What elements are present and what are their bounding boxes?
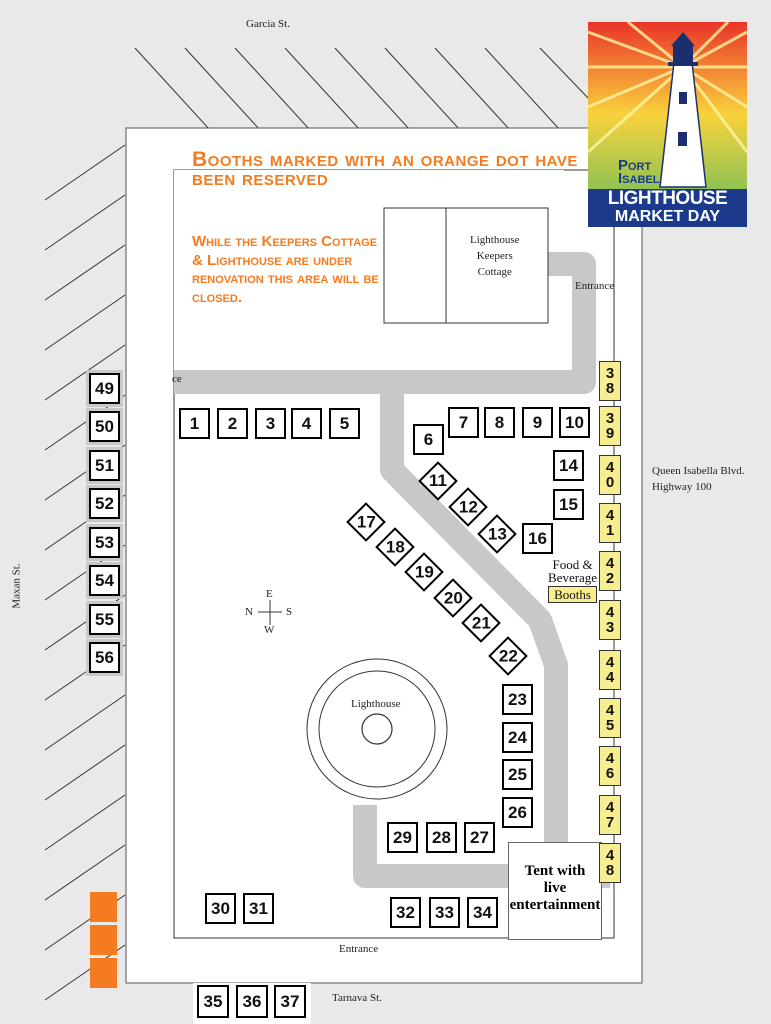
booth[interactable]: 36 xyxy=(236,985,268,1018)
booth[interactable]: 14 xyxy=(553,450,584,481)
booth[interactable]: 32 xyxy=(390,897,421,928)
compass-s: S xyxy=(286,606,293,618)
booth[interactable]: 18 xyxy=(375,527,415,567)
compass-n: N xyxy=(245,606,253,618)
booth[interactable]: 16 xyxy=(522,523,553,554)
booth[interactable]: 11 xyxy=(418,461,458,501)
food-booth[interactable]: 3 8 xyxy=(599,361,621,401)
booth[interactable]: 26 xyxy=(502,797,533,828)
food-beverage-label: Food & Beverage Booths xyxy=(548,557,598,602)
food-booth[interactable]: 4 6 xyxy=(599,746,621,786)
booth[interactable]: 50 xyxy=(89,411,120,442)
logo-market-day: MARKET DAY xyxy=(614,208,721,225)
booth[interactable]: 51 xyxy=(89,450,120,481)
booth[interactable]: 23 xyxy=(502,684,533,715)
booth[interactable]: 7 xyxy=(448,407,479,438)
booth[interactable]: 28 xyxy=(426,822,457,853)
booth[interactable]: 29 xyxy=(387,822,418,853)
street-label-west: Maxan St. xyxy=(10,563,23,609)
entertainment-tent: Tent with live entertainment xyxy=(508,842,602,940)
food-booth[interactable]: 4 5 xyxy=(599,698,621,738)
booth[interactable]: 10 xyxy=(559,407,590,438)
booth[interactable]: 53 xyxy=(89,527,120,558)
food-booths-tag: Booths xyxy=(548,586,597,603)
booth[interactable]: 2 xyxy=(217,408,248,439)
logo-lighthouse: LIGHTHOUSE xyxy=(607,188,728,209)
booth[interactable]: 34 xyxy=(467,897,498,928)
reserved-marker xyxy=(90,925,117,955)
booth[interactable]: 31 xyxy=(243,893,274,924)
booth[interactable]: 5 xyxy=(329,408,360,439)
entrance-east-label: Entrance xyxy=(575,280,615,292)
booth[interactable]: 27 xyxy=(464,822,495,853)
closed-area-notice: While the Keepers Cottage & Lighthouse are under renovation this area will be closed. xyxy=(192,233,379,306)
booth[interactable]: 56 xyxy=(89,642,120,673)
logo-isabel: Isabel xyxy=(618,170,660,187)
food-booth[interactable]: 4 8 xyxy=(599,843,621,883)
booth[interactable]: 6 xyxy=(413,424,444,455)
street-label-east-2: Highway 100 xyxy=(652,481,712,493)
lighthouse-label: Lighthouse xyxy=(351,698,401,710)
booth[interactable]: 55 xyxy=(89,604,120,635)
logo-port: Port xyxy=(618,157,652,174)
market-day-logo xyxy=(588,22,747,227)
food-booth[interactable]: 4 4 xyxy=(599,650,621,690)
booth[interactable]: 19 xyxy=(404,552,444,592)
booth[interactable]: 33 xyxy=(429,897,460,928)
booth[interactable]: 22 xyxy=(488,636,528,676)
booth[interactable]: 8 xyxy=(484,407,515,438)
booth[interactable]: 4 xyxy=(291,408,322,439)
booth[interactable]: 12 xyxy=(448,487,488,527)
food-booth[interactable]: 3 9 xyxy=(599,406,621,446)
cottage-label: Lighthouse Keepers Cottage xyxy=(470,234,520,278)
reserved-marker xyxy=(90,958,117,988)
street-label-north: Garcia St. xyxy=(246,18,290,30)
booth[interactable]: 20 xyxy=(433,578,473,618)
booth[interactable]: 54 xyxy=(89,565,120,596)
street-label-south: Tarnava St. xyxy=(332,992,382,1004)
booth[interactable]: 13 xyxy=(477,514,517,554)
booth[interactable]: 9 xyxy=(522,407,553,438)
booth[interactable]: 3 xyxy=(255,408,286,439)
food-booth[interactable]: 4 3 xyxy=(599,600,621,640)
booth[interactable]: 24 xyxy=(502,722,533,753)
booth[interactable]: 1 xyxy=(179,408,210,439)
compass-e: E xyxy=(266,588,273,600)
food-booth[interactable]: 4 0 xyxy=(599,455,621,495)
booth[interactable]: 30 xyxy=(205,893,236,924)
food-booth[interactable]: 4 1 xyxy=(599,503,621,543)
booth[interactable]: 37 xyxy=(274,985,306,1018)
booth[interactable]: 52 xyxy=(89,488,120,519)
food-booth[interactable]: 4 7 xyxy=(599,795,621,835)
booth[interactable]: 49 xyxy=(89,373,120,404)
booth[interactable]: 17 xyxy=(346,502,386,542)
booth[interactable]: 15 xyxy=(553,489,584,520)
street-label-east: Queen Isabella Blvd. xyxy=(652,465,745,477)
booth[interactable]: 21 xyxy=(461,603,501,643)
food-booth[interactable]: 4 2 xyxy=(599,551,621,591)
booth[interactable]: 25 xyxy=(502,759,533,790)
entrance-west-label: ce xyxy=(172,373,182,385)
reserved-marker xyxy=(90,892,117,922)
compass-w: W xyxy=(264,624,275,636)
booth[interactable]: 35 xyxy=(197,985,229,1018)
entrance-south-label: Entrance xyxy=(339,943,379,955)
reserved-notice-title: Booths marked with an orange dot have been reserved xyxy=(192,148,578,190)
